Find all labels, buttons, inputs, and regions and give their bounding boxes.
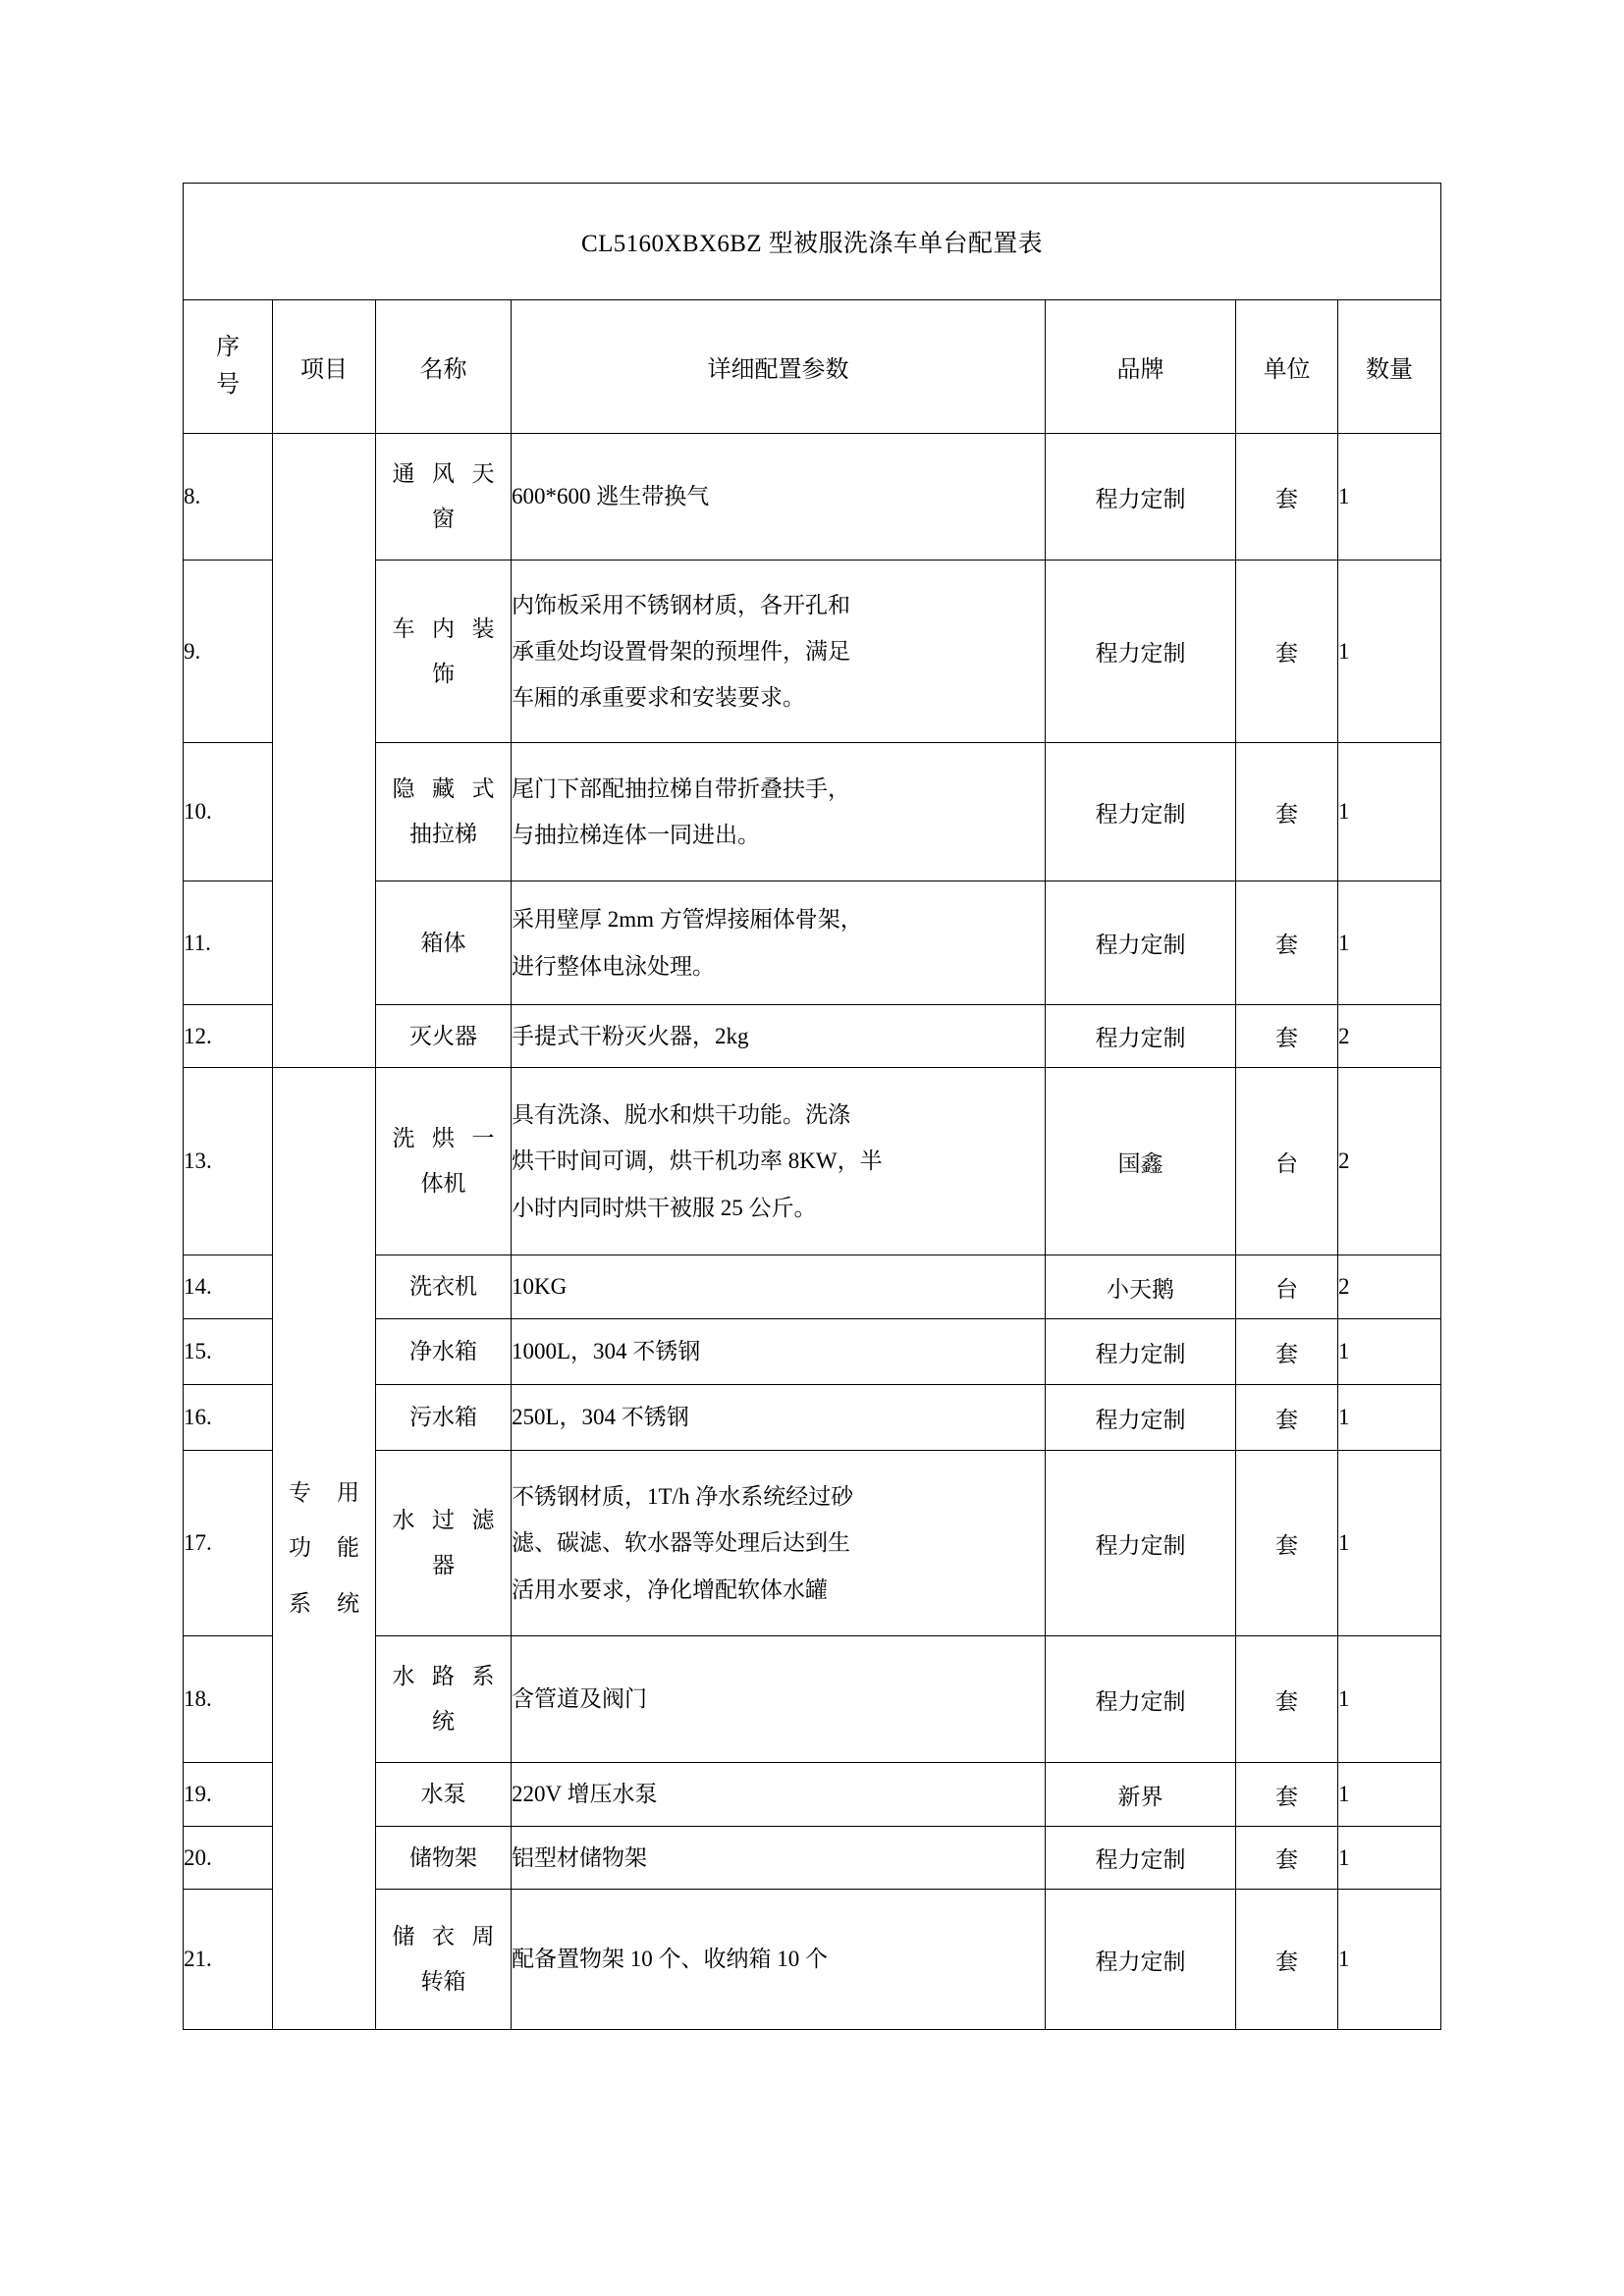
table-body xyxy=(184,184,1441,2030)
table-title-cell xyxy=(184,184,1441,300)
cell-detail xyxy=(512,1451,1046,1636)
cell-name-line: 水泵 xyxy=(420,1782,466,1806)
detail-line: 220V 增压水泵 xyxy=(512,1782,658,1807)
cell-unit: 套 xyxy=(1236,1890,1338,2030)
cell-name xyxy=(376,1827,512,1890)
cell-name-line: 污水箱 xyxy=(409,1405,477,1429)
cell-name xyxy=(376,1255,512,1319)
cell-unit: 台 xyxy=(1236,1255,1338,1319)
cell-name-line: 水路系 xyxy=(392,1664,495,1688)
cell-qty: 1 xyxy=(1338,881,1441,1005)
cell-name-line: 饰 xyxy=(432,661,455,686)
cell-name xyxy=(376,743,512,881)
cell-brand: 程力定制 xyxy=(1046,1451,1236,1636)
column-header-unit: 单位 xyxy=(1236,300,1338,434)
detail-line: 铝型材储物架 xyxy=(512,1844,647,1870)
cell-index: 17. xyxy=(184,1451,273,1636)
cell-name-line: 体机 xyxy=(420,1171,466,1196)
detail-line: 活用水要求，净化增配软体水罐 xyxy=(512,1576,828,1602)
cell-qty: 1 xyxy=(1338,1385,1441,1451)
cell-brand: 程力定制 xyxy=(1046,881,1236,1005)
cell-name xyxy=(376,881,512,1005)
column-header-index-line2: 号 xyxy=(216,371,240,398)
cell-qty: 1 xyxy=(1338,434,1441,561)
cell-name xyxy=(376,1068,512,1255)
cell-name-line: 抽拉梯 xyxy=(409,822,477,846)
detail-line: 采用壁厚 2mm 方管焊接厢体骨架， xyxy=(512,907,863,933)
cell-detail xyxy=(512,1385,1046,1451)
cell-qty: 1 xyxy=(1338,1636,1441,1763)
cell-index: 18. xyxy=(184,1636,273,1763)
cell-brand: 程力定制 xyxy=(1046,1319,1236,1385)
cell-detail xyxy=(512,1255,1046,1319)
cell-brand: 程力定制 xyxy=(1046,1385,1236,1451)
cell-unit: 套 xyxy=(1236,1451,1338,1636)
cell-qty: 1 xyxy=(1338,1319,1441,1385)
cell-unit: 套 xyxy=(1236,881,1338,1005)
cell-name xyxy=(376,1451,512,1636)
detail-line: 不锈钢材质，1T/h 净水系统经过砂 xyxy=(512,1484,854,1510)
cell-qty: 1 xyxy=(1338,1451,1441,1636)
cell-detail xyxy=(512,1068,1046,1255)
cell-index: 9. xyxy=(184,561,273,743)
cell-detail xyxy=(512,881,1046,1005)
cell-qty: 2 xyxy=(1338,1005,1441,1068)
cell-qty: 1 xyxy=(1338,1827,1441,1890)
cell-brand: 程力定制 xyxy=(1046,743,1236,881)
cell-qty: 1 xyxy=(1338,743,1441,881)
cell-brand: 新界 xyxy=(1046,1763,1236,1827)
cell-brand: 国鑫 xyxy=(1046,1068,1236,1255)
detail-line: 内饰板采用不锈钢材质，各开孔和 xyxy=(512,592,850,617)
cell-brand: 程力定制 xyxy=(1046,434,1236,561)
cell-name xyxy=(376,1319,512,1385)
cell-qty: 2 xyxy=(1338,1255,1441,1319)
cell-qty: 1 xyxy=(1338,1890,1441,2030)
project-label-line: 系统 xyxy=(289,1590,359,1616)
column-header-index-line1: 序 xyxy=(216,335,240,361)
cell-name-line: 箱体 xyxy=(420,930,466,955)
cell-name-line: 洗烘一 xyxy=(392,1126,495,1150)
cell-index: 10. xyxy=(184,743,273,881)
detail-line: 车厢的承重要求和安装要求。 xyxy=(512,685,805,711)
cell-detail xyxy=(512,1890,1046,2030)
cell-name xyxy=(376,561,512,743)
cell-qty: 2 xyxy=(1338,1068,1441,1255)
cell-qty: 1 xyxy=(1338,561,1441,743)
page-title: CL5160XBX6BZ 型被服洗涤车单台配置表 xyxy=(581,231,1044,257)
column-header-project: 项目 xyxy=(273,300,376,434)
cell-index: 13. xyxy=(184,1068,273,1255)
detail-line: 10KG xyxy=(512,1274,568,1300)
project-label-line: 功能 xyxy=(289,1535,359,1561)
cell-brand: 程力定制 xyxy=(1046,561,1236,743)
cell-detail xyxy=(512,1319,1046,1385)
cell-name-line: 储物架 xyxy=(409,1844,477,1870)
detail-line: 600*600 逃生带换气 xyxy=(512,484,710,509)
cell-name-line: 通风天 xyxy=(392,461,495,486)
cell-index: 21. xyxy=(184,1890,273,2030)
table-row xyxy=(184,434,1441,561)
cell-brand: 小天鹅 xyxy=(1046,1255,1236,1319)
cell-name-line: 灭火器 xyxy=(409,1023,477,1048)
cell-detail xyxy=(512,1827,1046,1890)
cell-index: 14. xyxy=(184,1255,273,1319)
detail-line: 手提式干粉灭火器，2kg xyxy=(512,1023,749,1048)
detail-line: 具有洗涤、脱水和烘干功能。洗涤 xyxy=(512,1102,850,1128)
cell-index: 19. xyxy=(184,1763,273,1827)
cell-unit: 套 xyxy=(1236,743,1338,881)
cell-project-group-special xyxy=(273,1068,376,2030)
cell-project-group-blank xyxy=(273,434,376,1068)
cell-detail xyxy=(512,743,1046,881)
cell-index: 16. xyxy=(184,1385,273,1451)
detail-line: 滤、碳滤、软水器等处理后达到生 xyxy=(512,1530,850,1556)
cell-unit: 套 xyxy=(1236,1385,1338,1451)
column-header-brand: 品牌 xyxy=(1046,300,1236,434)
cell-unit: 套 xyxy=(1236,561,1338,743)
cell-index: 8. xyxy=(184,434,273,561)
cell-name-line: 储衣周 xyxy=(392,1924,495,1949)
cell-name-line: 净水箱 xyxy=(409,1339,477,1363)
cell-unit: 套 xyxy=(1236,1319,1338,1385)
detail-line: 烘干时间可调，烘干机功率 8KW，半 xyxy=(512,1148,883,1174)
cell-name xyxy=(376,434,512,561)
cell-unit: 套 xyxy=(1236,434,1338,561)
detail-line: 尾门下部配抽拉梯自带折叠扶手， xyxy=(512,775,850,801)
cell-name xyxy=(376,1636,512,1763)
column-header-index xyxy=(184,300,273,434)
cell-brand: 程力定制 xyxy=(1046,1827,1236,1890)
cell-qty: 1 xyxy=(1338,1763,1441,1827)
cell-index: 15. xyxy=(184,1319,273,1385)
cell-name-line: 统 xyxy=(432,1709,455,1734)
cell-index: 12. xyxy=(184,1005,273,1068)
detail-line: 含管道及阀门 xyxy=(512,1686,647,1712)
table-row xyxy=(184,1068,1441,1255)
column-header-name: 名称 xyxy=(376,300,512,434)
cell-index: 20. xyxy=(184,1827,273,1890)
detail-line: 1000L，304 不锈钢 xyxy=(512,1339,701,1364)
cell-name-line: 洗衣机 xyxy=(409,1274,477,1299)
cell-unit: 台 xyxy=(1236,1068,1338,1255)
configuration-table-container xyxy=(183,183,1440,2030)
cell-brand: 程力定制 xyxy=(1046,1890,1236,2030)
project-label-line: 专用 xyxy=(289,1479,359,1505)
cell-index: 11. xyxy=(184,881,273,1005)
cell-name-line: 水过滤 xyxy=(392,1508,495,1532)
detail-line: 配备置物架 10 个、收纳箱 10 个 xyxy=(512,1947,828,1972)
column-header-detail: 详细配置参数 xyxy=(512,300,1046,434)
cell-brand: 程力定制 xyxy=(1046,1005,1236,1068)
cell-detail xyxy=(512,434,1046,561)
table-title-row xyxy=(184,184,1441,300)
detail-line: 进行整体电泳处理。 xyxy=(512,953,715,979)
cell-brand: 程力定制 xyxy=(1046,1636,1236,1763)
cell-name xyxy=(376,1385,512,1451)
table-header-row xyxy=(184,300,1441,434)
cell-detail xyxy=(512,1005,1046,1068)
cell-name-line: 转箱 xyxy=(420,1969,466,1994)
cell-name xyxy=(376,1763,512,1827)
column-header-qty: 数量 xyxy=(1338,300,1441,434)
cell-name-line: 窗 xyxy=(432,507,455,531)
detail-line: 承重处均设置骨架的预埋件，满足 xyxy=(512,638,850,664)
cell-name-line: 隐藏式 xyxy=(392,776,495,801)
cell-detail xyxy=(512,1763,1046,1827)
detail-line: 250L，304 不锈钢 xyxy=(512,1405,689,1430)
cell-name-line: 车内装 xyxy=(392,615,495,641)
cell-unit: 套 xyxy=(1236,1636,1338,1763)
configuration-table xyxy=(183,183,1441,2030)
detail-line: 小时内同时烘干被服 25 公斤。 xyxy=(512,1195,817,1220)
cell-name xyxy=(376,1005,512,1068)
cell-name xyxy=(376,1890,512,2030)
cell-detail xyxy=(512,1636,1046,1763)
detail-line: 与抽拉梯连体一同进出。 xyxy=(512,823,760,847)
cell-unit: 套 xyxy=(1236,1763,1338,1827)
cell-unit: 套 xyxy=(1236,1005,1338,1068)
cell-name-line: 器 xyxy=(432,1553,455,1577)
cell-unit: 套 xyxy=(1236,1827,1338,1890)
cell-detail xyxy=(512,561,1046,743)
